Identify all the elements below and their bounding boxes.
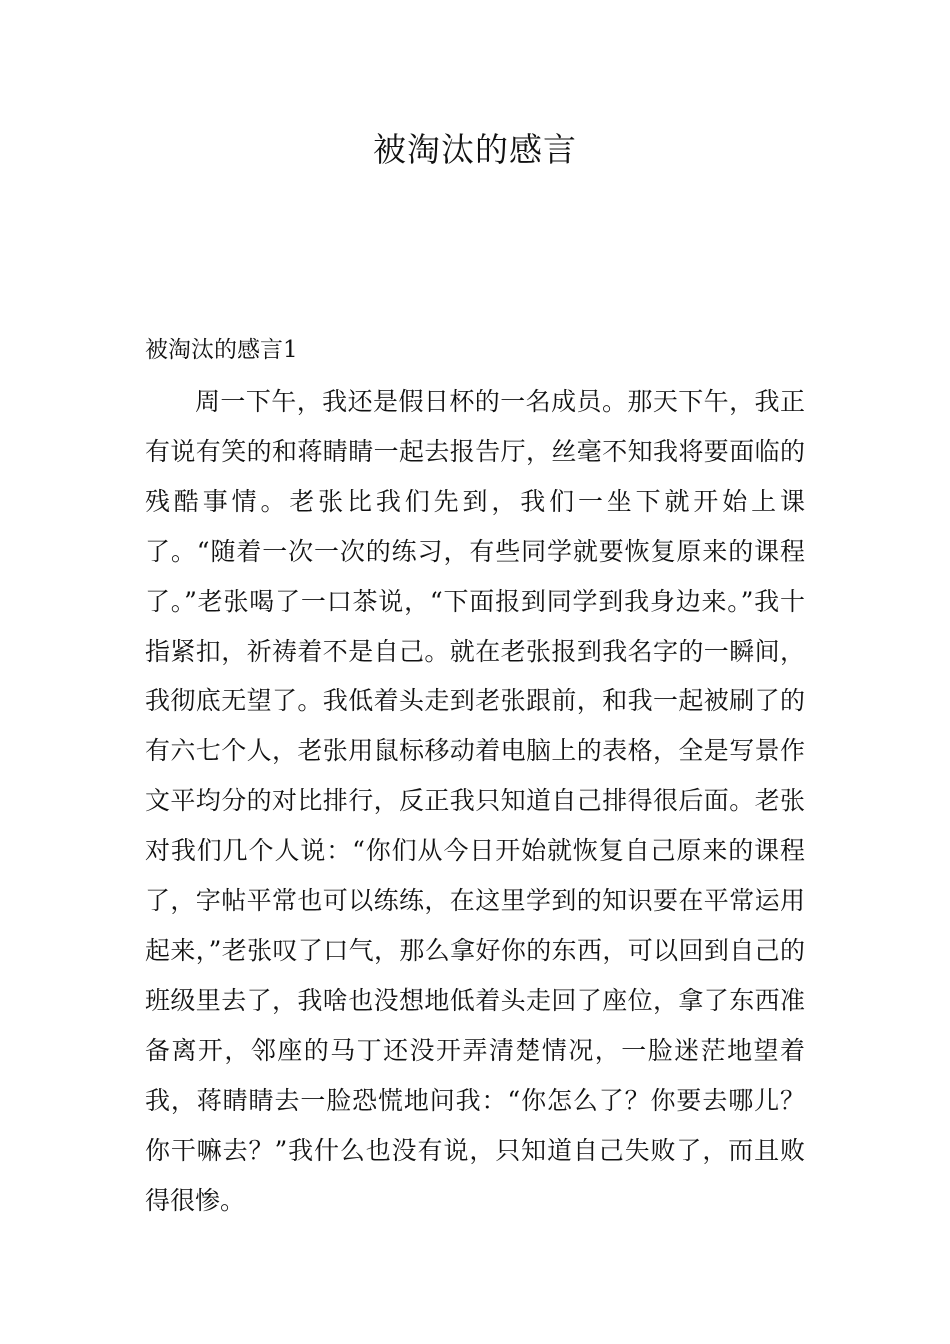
document-title: 被淘汰的感言 (373, 130, 577, 169)
body-paragraph: 周一下午，我还是假日杯的一名成员。那天下午，我正有说有笑的和蒋睛睛一起去报告厅，丝毫不知我将要面临的残酷事情。老张比我们先到，我们一坐下就开始上课了。“随着一次一次的练习，有些同学就要恢复原来的课程了。”老张喝了一口茶说，“下面报到同学到我身边来。”我十指紧扣，祈祷着不是自己。就在老张报到我名字的一瞬间，我彻底无望了。我低着头走到老张跟前，和我一起被刷了的有六七个人，老张用鼠标移动着电脑上的表格，全是写景作文平均分的对比排行，反正我只知道自己排得很后面。老张对我们几个人说：“你们从今日开始就恢复自己原来的课程了，字帖平常也可以练练，在这里学到的知识要在平常运用起来，”老张叹了口气，那么拿好你的东西，可以回到自己的班级里去了，我啥也没想地低着头走回了座位，拿了东西准备离开，邻座的马丁还没开弄清楚情况，一脸迷茫地望着我，蒋睛睛去一脸恐慌地问我：“你怎么了？你要去哪儿？你干嘛去？”我什么也没有说，只知道自己失败了，而且败得很惨。 (145, 387, 805, 1215)
section-heading: 被淘汰的感言1 (145, 337, 298, 363)
